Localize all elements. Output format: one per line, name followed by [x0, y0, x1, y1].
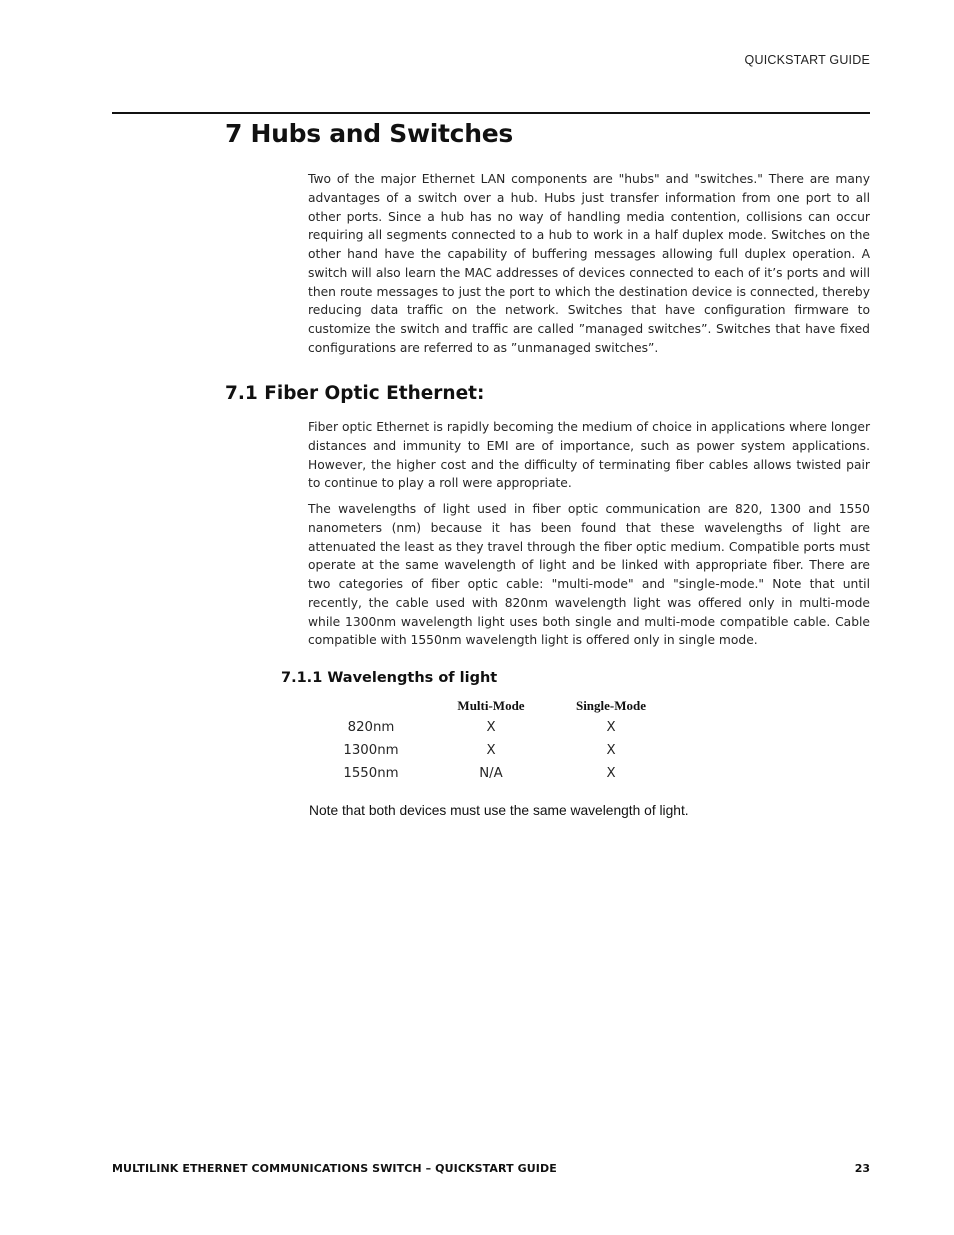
- running-header: QUICKSTART GUIDE: [744, 53, 870, 67]
- table-cell: X: [606, 720, 616, 735]
- subsection-paragraph-2: The wavelengths of light used in fiber optic communication are 820, 1300 and 1550 nanometers (nm) because it has been found that these wavelengths of light are attenuated the least as they travel through the fiber optic medium. Compatible ports must operate at the same wavelength of light and be linked with appropriate fiber. There are two categories of fiber optic cable: "multi-mode" and "single-mode." Note that until recently, the cable used with 820nm wavelength light was offered only in multi-mode while 1300nm wavelength light uses both single and multi-mode compatible cable. Cable compatible with 1550nm wavelength light is offered only in single mode.: [308, 502, 870, 648]
- wavelength-table: [331, 695, 651, 785]
- page-number: 23: [854, 1162, 870, 1175]
- table-cell: X: [606, 743, 616, 758]
- table-header-row: [331, 695, 651, 716]
- table-cell: 1300nm: [343, 743, 399, 758]
- column-header-wavelength: [331, 695, 411, 716]
- table-cell: X: [486, 720, 496, 735]
- wavelength-note: Note that both devices must use the same wavelength of light.: [309, 803, 689, 818]
- table-cell: N/A: [479, 766, 503, 781]
- section-paragraph: Two of the major Ethernet LAN components are "hubs" and "switches." There are many advantages of a switch over a hub. Hubs just transfer information from one port to all other ports. Since a hub has no way of handling media contention, collisions can occur requiring all segments connected to a hub to work in a half duplex mode. Switches on the other hand have the capability of buffering messages allowing full duplex operation. A switch will also learn the MAC addresses of devices connected to each of it’s ports and will then route messages to just the port to which the destination device is connected, thereby reducing data traffic on the network. Switches that have configuration firmware to customize the switch and traffic are called ”managed switches”. Switches that have fixed configurations are referred to as ”unmanaged switches”.: [308, 172, 870, 355]
- table-row: [331, 739, 651, 762]
- table-row: [331, 762, 651, 785]
- column-header-single-mode: Single-Mode: [575, 697, 647, 713]
- table-row: [331, 716, 651, 739]
- header-rule: [112, 112, 870, 114]
- subsubsection-title: 7.1.1 Wavelengths of light: [281, 670, 498, 686]
- table-cell: X: [486, 743, 496, 758]
- column-header-multi-mode: Multi-Mode: [457, 697, 525, 713]
- footer-doc-title: MULTILINK ETHERNET COMMUNICATIONS SWITCH – QUICKSTART GUIDE: [112, 1162, 557, 1175]
- subsection-title: 7.1 Fiber Optic Ethernet:: [225, 383, 485, 404]
- table-cell: 820nm: [347, 720, 395, 735]
- subsection-paragraph-1: Fiber optic Ethernet is rapidly becoming the medium of choice in applications where longer distances and immunity to EMI are of importance, such as power system applications. However, the higher cost and the difficulty of terminating fiber cables allows twisted pair to continue to play a roll were appropriate.: [308, 420, 870, 491]
- table-cell: 1550nm: [343, 766, 399, 781]
- table-cell: X: [606, 766, 616, 781]
- section-title: 7 Hubs and Switches: [225, 119, 513, 148]
